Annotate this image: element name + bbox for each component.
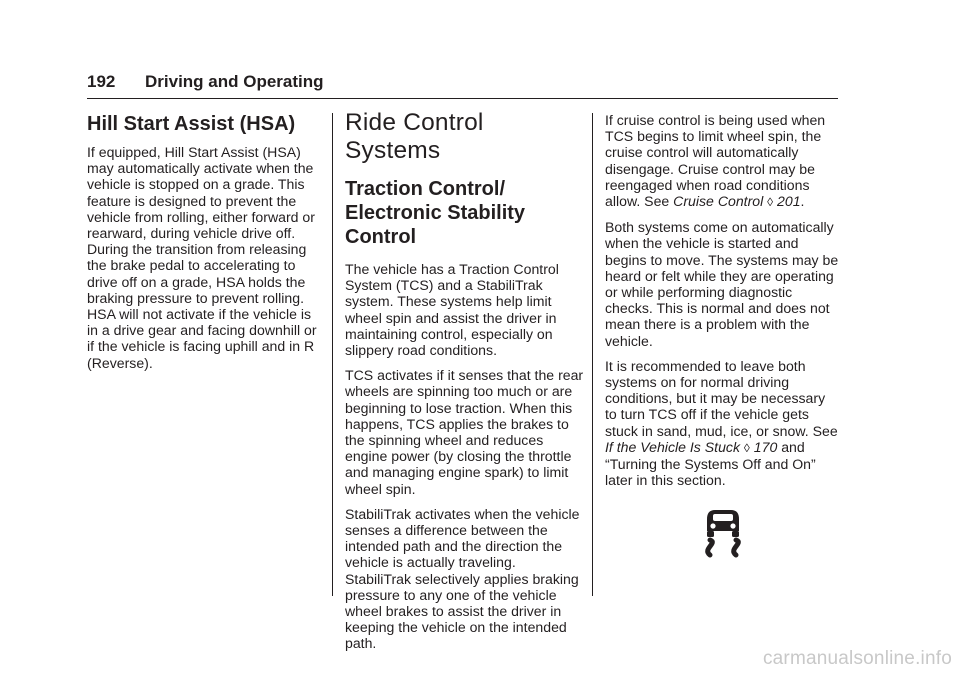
vehicle-stuck-link[interactable]: If the Vehicle Is Stuck [605, 438, 740, 455]
traction-control-subheading: Traction Control/ Electronic Stability Control [345, 178, 526, 248]
watermark: carmanualsonline.info [762, 648, 952, 669]
traction-control-icon [698, 505, 748, 561]
cruise-control-page[interactable]: 201 [777, 193, 801, 210]
hsa-paragraph: If equipped, Hill Start Assist (HSA) may automatically activate when the vehicle is stopped on a grade. This feature is designed to prevent the vehicle from rolling, either forward or rearward, during vehicle drive off. During the transition from releasing the brake pedal to accelerating to drive off on a grade, HSA holds the braking pressure to prevent rolling. HSA will not activate if the vehicle is in a drive gear and facing downhill or if the vehicle is facing uphill and in R (Reverse). [87, 144, 317, 371]
cruise-control-link[interactable]: Cruise Control [673, 193, 764, 210]
ride-control-heading: Ride Control Systems [345, 109, 484, 164]
column-ride-control [345, 109, 585, 661]
cruise-text: If cruise control is being used when TCS begins to limit wheel spin, the cruise control will automatically disengage. Cruise control may be reengaged when road conditions allow. See [605, 112, 826, 210]
tcs-paragraph-1: The vehicle has a Traction Control System (TCS) and a StabiliTrak system. These systems help limit wheel spin and assist the driver in maintaining control, especially on slippery road conditions. [345, 261, 559, 359]
systems-paragraph: Both systems come on automatically when the vehicle is started and begins to move. The systems may be heard or felt while they are operating or while performing diagnostic checks. This is normal and does not mean there is a problem with the vehicle. [605, 219, 839, 349]
hsa-heading: Hill Start Assist (HSA) [87, 113, 296, 135]
page-number: 192 [87, 72, 116, 91]
column-divider [332, 113, 333, 596]
column-divider [592, 113, 593, 596]
recommend-text: It is recommended to leave both systems on for normal driving conditions, but it may be necessary to turn TCS off if the vehicle gets stuck in sand, mud, ice, or snow. See [605, 357, 838, 439]
cruise-end: . [800, 193, 805, 210]
page-ref-arrow-icon: ◊ [767, 195, 774, 210]
tcs-paragraph-3: StabiliTrak activates when the vehicle senses a difference between the intended path and the direction the vehicle is actually traveling. StabiliTrak selectively applies braking pressure to any one of the vehicle wheel brakes to assist the driver in keeping the vehicle on the intended path. [345, 505, 580, 652]
column-hill-start-assist [87, 112, 323, 380]
cruise-paragraph [605, 112, 840, 210]
tcs-paragraph-2: TCS activates if it senses that the rear wheels are spinning too much or are beginning to lose traction. When this happens, TCS applies the brakes to the spinning wheel and reduces engine power (by closing the throttle and managing engine spark) to limit wheel spin. [345, 367, 584, 497]
page-ref-arrow-icon: ◊ [743, 440, 750, 455]
section-title: Driving and Operating [145, 72, 324, 91]
vehicle-stuck-page[interactable]: 170 [753, 438, 778, 455]
page-header [87, 72, 838, 99]
column-continued [605, 112, 840, 497]
recommend-paragraph [605, 358, 840, 489]
recommend-end: and “Turning the Systems Off and On” later in this section. [605, 438, 816, 489]
